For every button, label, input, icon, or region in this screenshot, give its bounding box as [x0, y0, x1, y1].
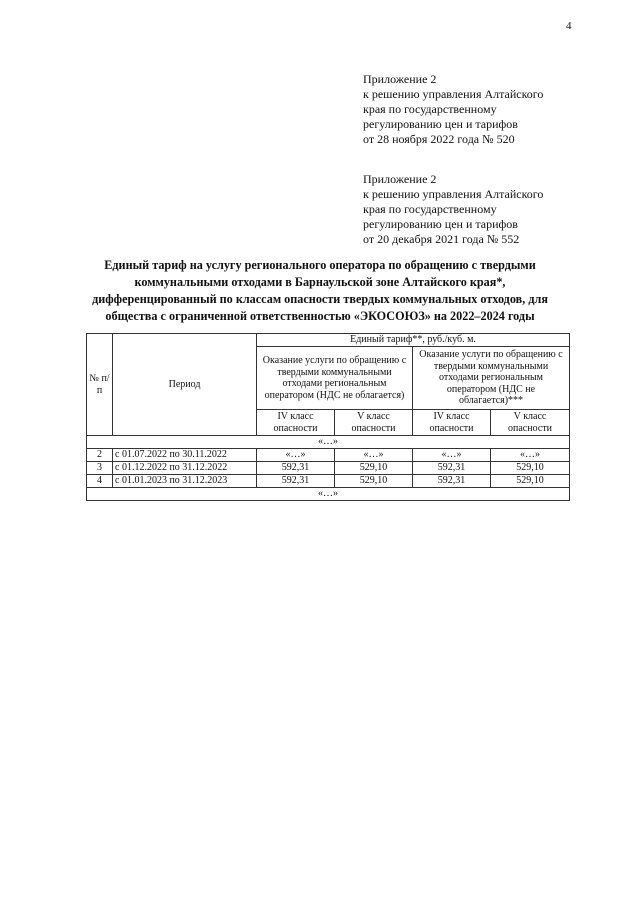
table-row — [87, 475, 570, 488]
title-line: Единый тариф на услугу регионального оператора по обращению с твердыми — [104, 258, 536, 272]
row-period: с 01.01.2023 по 31.12.2023 — [113, 475, 257, 488]
page-number: 4 — [566, 20, 572, 32]
row-value: 592,31 — [413, 462, 491, 475]
appendix-line: регулированию цен и тарифов — [363, 117, 518, 131]
document-title — [60, 257, 580, 325]
row-period: с 01.07.2022 по 30.11.2022 — [113, 449, 257, 462]
header-group-1: Оказание услуги по обращению с твердыми коммунальными отходами региональным оператором (НДС не облагается) — [257, 347, 413, 410]
header-period: Период — [113, 334, 257, 436]
row-number: 2 — [87, 449, 113, 462]
row-value: «…» — [335, 449, 413, 462]
appendix-line: края по государственному — [363, 202, 497, 216]
row-number: 3 — [87, 462, 113, 475]
row-value: 529,10 — [335, 462, 413, 475]
row-value: 592,31 — [257, 475, 335, 488]
appendix-line: Приложение 2 — [363, 172, 437, 186]
row-value: 529,10 — [491, 462, 570, 475]
row-value: «…» — [413, 449, 491, 462]
header-class-v: V класс опасности — [335, 410, 413, 436]
row-number: 4 — [87, 475, 113, 488]
appendix-line: Приложение 2 — [363, 72, 437, 86]
header-number: № п/п — [87, 334, 113, 436]
row-period: с 01.12.2022 по 31.12.2022 — [113, 462, 257, 475]
header-group-2: Оказание услуги по обращению с твердыми коммунальными отходами региональным оператором (НДС не облагается)*** — [413, 347, 570, 410]
tariff-table — [86, 333, 570, 501]
table-row — [87, 449, 570, 462]
appendix-line: от 20 декабря 2021 года № 552 — [363, 232, 520, 246]
title-line: дифференцированный по классам опасности твердых коммунальных отходов, для — [92, 292, 548, 306]
title-line: общества с ограниченной ответственностью «ЭКОСОЮЗ» на 2022–2024 годы — [105, 309, 535, 323]
omitted-row: «…» — [87, 488, 570, 501]
row-value: 592,31 — [413, 475, 491, 488]
appendix-line: регулированию цен и тарифов — [363, 217, 518, 231]
table-row — [87, 462, 570, 475]
row-value: 529,10 — [335, 475, 413, 488]
row-value: «…» — [491, 449, 570, 462]
row-value: 529,10 — [491, 475, 570, 488]
appendix-line: к решению управления Алтайского — [363, 187, 544, 201]
appendix-previous — [363, 172, 543, 247]
title-line: коммунальными отходами в Барнаульской зоне Алтайского края*, — [134, 275, 506, 289]
header-class-iv: IV класс опасности — [413, 410, 491, 436]
header-class-iv: IV класс опасности — [257, 410, 335, 436]
appendix-current — [363, 72, 543, 147]
appendix-line: к решению управления Алтайского — [363, 87, 544, 101]
appendix-line: от 28 ноября 2022 года № 520 — [363, 132, 515, 146]
row-value: «…» — [257, 449, 335, 462]
header-class-v: V класс опасности — [491, 410, 570, 436]
header-tariff: Единый тариф**, руб./куб. м. — [257, 334, 570, 347]
appendix-line: края по государственному — [363, 102, 497, 116]
omitted-row: «…» — [87, 436, 570, 449]
row-value: 592,31 — [257, 462, 335, 475]
